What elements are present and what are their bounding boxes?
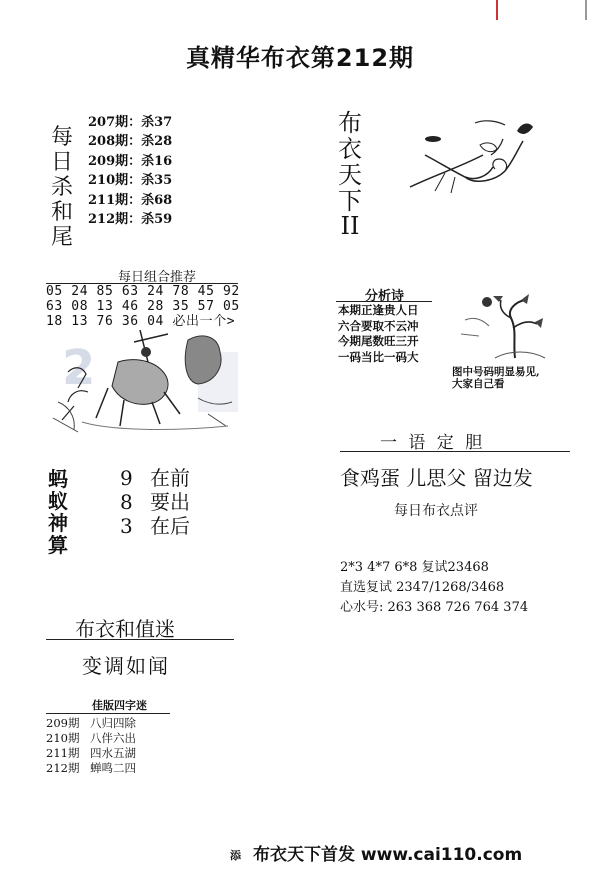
value-riddle-divider [46, 639, 234, 640]
four-char-item [46, 761, 136, 776]
pick-line: 2*3 4*7 6*8 复试23468 [340, 560, 489, 575]
value-riddle-phrase: 变调如闻 [82, 654, 170, 678]
one-phrase-subheading: 每日布衣点评 [394, 503, 478, 519]
footer-banner [230, 840, 522, 865]
ant-god-char: 神 [48, 511, 68, 535]
poem-line: 六合要取不云冲 [338, 318, 419, 333]
four-char-text: 八归四除 [90, 716, 136, 730]
brand-numeral: II [340, 212, 360, 240]
four-char-heading: 佳版四字迷 [92, 699, 147, 712]
brand-char: 天 [338, 161, 362, 189]
daily-kill-label [50, 125, 74, 250]
combo-row: 18 13 76 36 04 必出一个> [46, 314, 236, 329]
daily-kill-char: 日 [50, 150, 73, 175]
ant-god-char: 蚁 [48, 489, 68, 513]
ant-god-text: 要出 [150, 490, 190, 514]
four-char-text: 八伴六出 [90, 731, 136, 745]
four-char-item [46, 746, 136, 761]
analysis-poem-heading: 分析诗 [365, 289, 405, 304]
poem-line: 本期正逢贵人日 [338, 303, 419, 317]
brand-vertical-title [338, 110, 362, 238]
corner-mark-right [585, 0, 587, 20]
one-phrase-text: 食鸡蛋 儿思父 留边发 [340, 466, 533, 490]
analysis-poem-lines [338, 303, 419, 365]
four-char-divider [46, 713, 170, 714]
ant-god-label [46, 468, 70, 556]
value-riddle-heading: 布衣和值迷 [75, 617, 175, 641]
daily-kill-item: 209期：杀16 [88, 153, 173, 169]
one-phrase-heading: 一 语 定 胆 [380, 433, 486, 453]
four-char-text: 蝉鸣二四 [90, 761, 136, 775]
ant-god-num: 9 [120, 466, 133, 490]
daily-kill-char: 每 [50, 125, 73, 150]
ant-god-num: 3 [120, 514, 133, 538]
caption-line: 图中号码明显易见, [452, 366, 540, 378]
four-char-issue: 210期 [46, 731, 80, 745]
svg-text:2: 2 [62, 340, 96, 396]
daily-kill-item: 210期：杀35 [88, 173, 173, 189]
analysis-poem-divider [336, 301, 432, 302]
four-char-item [46, 716, 136, 731]
brand-char: 下 [338, 187, 362, 215]
four-char-item [46, 731, 136, 746]
ant-god-row [120, 466, 190, 490]
four-char-issue: 211期 [46, 746, 80, 760]
brand-char: 布 [338, 109, 362, 137]
daily-kill-list [88, 113, 172, 229]
crane-illustration [405, 115, 535, 195]
one-phrase-divider [340, 451, 570, 452]
four-char-list [46, 716, 136, 776]
tree-illustration [455, 290, 550, 360]
ant-god-char: 算 [48, 533, 68, 557]
pick-line: 心水号: 263 368 726 764 374 [340, 600, 529, 615]
daily-kill-char: 杀 [50, 175, 73, 200]
daily-kill-item: 208期：杀28 [88, 134, 173, 150]
daily-kill-item: 207期：杀37 [88, 115, 173, 130]
ant-god-text: 在后 [150, 514, 190, 538]
daily-kill-char: 尾 [50, 225, 73, 250]
ant-god-char: 蚂 [48, 467, 68, 491]
page-title: 真精华布衣第212期 [185, 44, 415, 72]
combo-row: 63 08 13 46 28 35 57 05 [46, 299, 240, 314]
four-char-issue: 212期 [46, 761, 80, 775]
ant-god-num: 8 [120, 490, 133, 514]
corner-mark-left [496, 0, 498, 20]
four-char-text: 四水五湖 [90, 746, 136, 760]
brand-char: 衣 [338, 135, 362, 163]
pick-line: 直选复试 2347/1268/3468 [340, 580, 505, 595]
ant-god-text: 在前 [150, 466, 190, 490]
combo-row: 05 24 85 63 24 78 45 92 [46, 284, 240, 299]
four-char-issue: 209期 [46, 716, 80, 730]
daily-kill-item: 211期：杀68 [88, 192, 173, 208]
footer-prefix: 添 [230, 849, 241, 862]
footer-text: 布衣天下首发 www.cai110.com [253, 845, 523, 865]
daily-kill-item: 212期：杀59 [88, 212, 173, 228]
ant-god-row [120, 490, 190, 514]
tree-caption [452, 366, 540, 390]
one-phrase-lines [340, 558, 528, 618]
ant-god-rows [120, 466, 190, 538]
poem-line: 今期尾数旺三开 [338, 334, 419, 348]
poem-line: 一码当比一码大 [338, 349, 419, 364]
ant-god-row [120, 514, 190, 538]
combo-heading: 每日组合推荐 [117, 270, 196, 285]
daily-kill-char: 和 [50, 200, 73, 225]
horseman-illustration [48, 322, 243, 437]
caption-line: 大家自己看 [452, 378, 505, 390]
